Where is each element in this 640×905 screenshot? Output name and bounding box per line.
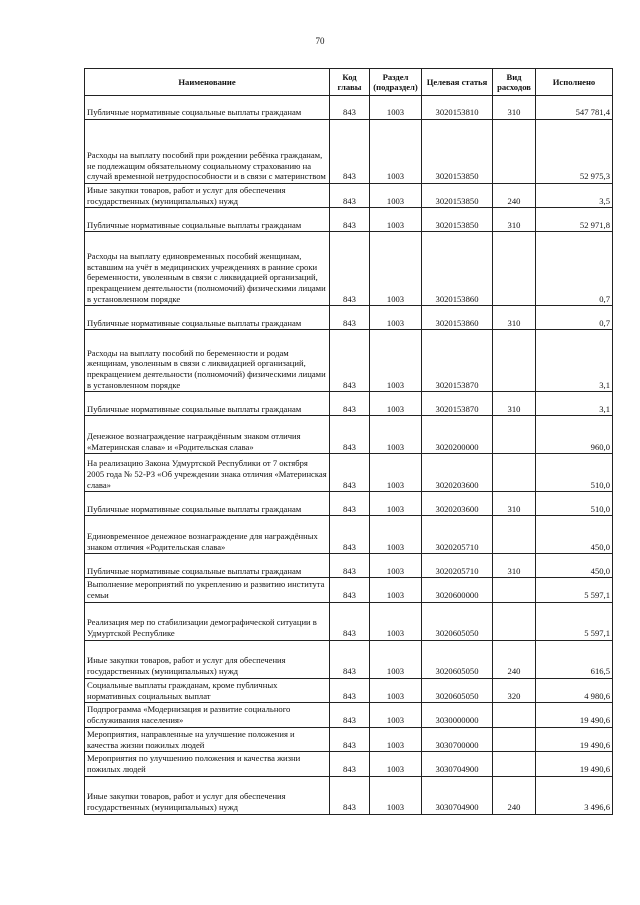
row-target-article: 3020153860 [422,306,493,330]
row-executed-value: 3,1 [536,392,613,416]
row-expense-type [493,727,536,751]
row-executed-value: 450,0 [536,554,613,578]
row-name: Мероприятия, направленные на улучшение положения и качества жизни пожилых людей [85,727,330,751]
row-executed-value: 5 597,1 [536,602,613,640]
row-expense-type: 310 [493,208,536,232]
row-executed-value: 3,5 [536,184,613,208]
row-chapter-code: 843 [330,776,370,814]
row-section: 1003 [370,208,422,232]
row-chapter-code: 843 [330,516,370,554]
table-row [85,752,613,776]
table-row [85,184,613,208]
table-header-row [85,69,613,96]
row-target-article: 3020205710 [422,554,493,578]
row-expense-type [493,516,536,554]
row-name: Расходы на выплату единовременных пособий женщинам, вставшим на учёт в медицинских учреждениях в ранние сроки беременности, уволенным в связи с ликвидацией организаций, прекращением деятельности (полномочий) физическими лицами в установленном порядке [85,232,330,306]
row-target-article: 3020600000 [422,578,493,602]
row-name: Расходы на выплату пособий по беременности и родам женщинам, уволенным в связи с ликвидацией организаций, прекращением деятельности (полномочий) физическими лицами в установленном порядке [85,330,330,392]
row-expense-type: 310 [493,306,536,330]
row-chapter-code: 843 [330,678,370,702]
table-row [85,640,613,678]
header-chapter-code: Код главы [330,69,370,96]
row-section: 1003 [370,96,422,120]
row-executed-value: 19 490,6 [536,752,613,776]
row-section: 1003 [370,678,422,702]
row-executed-value: 52 975,3 [536,120,613,184]
row-name: Публичные нормативные социальные выплаты гражданам [85,554,330,578]
row-chapter-code: 843 [330,330,370,392]
row-target-article: 3020153870 [422,392,493,416]
row-chapter-code: 843 [330,306,370,330]
table-row [85,516,613,554]
row-section: 1003 [370,752,422,776]
row-expense-type [493,330,536,392]
row-executed-value: 5 597,1 [536,578,613,602]
row-name: Публичные нормативные социальные выплаты гражданам [85,306,330,330]
table-row [85,554,613,578]
row-chapter-code: 843 [330,96,370,120]
expenditure-table [84,68,613,815]
row-name: Социальные выплаты гражданам, кроме публичных нормативных социальных выплат [85,678,330,702]
page-number: 70 [315,36,325,46]
row-section: 1003 [370,554,422,578]
row-chapter-code: 843 [330,554,370,578]
table-row [85,454,613,492]
row-name: Иные закупки товаров, работ и услуг для обеспечения государственных (муниципальных) нужд [85,184,330,208]
row-section: 1003 [370,703,422,727]
row-name: Выполнение мероприятий по укреплению и развитию института семьи [85,578,330,602]
table-row [85,602,613,640]
row-target-article: 3020203600 [422,492,493,516]
header-target-article: Целевая статья [422,69,493,96]
row-chapter-code: 843 [330,752,370,776]
row-name: Расходы на выплату пособий при рождении ребёнка гражданам, не подлежащим обязательному социальному страхованию на случай временной нетрудоспособности и в связи с материнством [85,120,330,184]
row-chapter-code: 843 [330,416,370,454]
row-name: Иные закупки товаров, работ и услуг для обеспечения государственных (муниципальных) нужд [85,776,330,814]
row-executed-value: 4 980,6 [536,678,613,702]
row-target-article: 3020605050 [422,640,493,678]
row-section: 1003 [370,120,422,184]
row-executed-value: 960,0 [536,416,613,454]
row-target-article: 3020203600 [422,454,493,492]
header-section: Раздел (подраздел) [370,69,422,96]
row-section: 1003 [370,516,422,554]
table-row [85,120,613,184]
table-row [85,330,613,392]
row-chapter-code: 843 [330,184,370,208]
row-section: 1003 [370,776,422,814]
row-expense-type [493,602,536,640]
row-target-article: 3020153810 [422,96,493,120]
row-section: 1003 [370,727,422,751]
row-chapter-code: 843 [330,703,370,727]
row-section: 1003 [370,602,422,640]
row-name: На реализацию Закона Удмуртской Республики от 7 октября 2005 года № 52-РЗ «Об учреждении знака отличия «Материнская слава» [85,454,330,492]
row-name: Реализация мер по стабилизации демографической ситуации в Удмуртской Республике [85,602,330,640]
table-row [85,492,613,516]
row-name: Единовременное денежное вознаграждение для награждённых знаком отличия «Родительская слава» [85,516,330,554]
row-section: 1003 [370,232,422,306]
row-chapter-code: 843 [330,492,370,516]
row-name: Публичные нормативные социальные выплаты гражданам [85,392,330,416]
row-target-article: 3030704900 [422,776,493,814]
row-name: Денежное вознаграждение награждённым знаком отличия «Материнская слава» и «Родительская слава» [85,416,330,454]
table-row [85,306,613,330]
table-row [85,96,613,120]
row-chapter-code: 843 [330,392,370,416]
row-executed-value: 3 496,6 [536,776,613,814]
table-row [85,703,613,727]
row-expense-type [493,120,536,184]
row-executed-value: 52 971,8 [536,208,613,232]
row-target-article: 3020153850 [422,120,493,184]
row-section: 1003 [370,578,422,602]
row-section: 1003 [370,454,422,492]
header-expense-type: Вид расходов [493,69,536,96]
row-section: 1003 [370,330,422,392]
row-expense-type: 240 [493,184,536,208]
row-chapter-code: 843 [330,578,370,602]
row-target-article: 3020605050 [422,602,493,640]
row-executed-value: 510,0 [536,454,613,492]
header-executed: Исполнено [536,69,613,96]
row-expense-type: 240 [493,776,536,814]
row-executed-value: 0,7 [536,232,613,306]
table-row [85,232,613,306]
row-chapter-code: 843 [330,454,370,492]
row-expense-type: 310 [493,96,536,120]
row-chapter-code: 843 [330,208,370,232]
row-expense-type: 320 [493,678,536,702]
row-target-article: 3020605050 [422,678,493,702]
row-expense-type: 310 [493,492,536,516]
row-section: 1003 [370,184,422,208]
row-target-article: 3020153870 [422,330,493,392]
table-row [85,678,613,702]
table-row [85,727,613,751]
row-executed-value: 19 490,6 [536,727,613,751]
row-name: Публичные нормативные социальные выплаты гражданам [85,492,330,516]
row-target-article: 3020205710 [422,516,493,554]
row-executed-value: 19 490,6 [536,703,613,727]
row-expense-type [493,578,536,602]
table-row [85,208,613,232]
table-row [85,416,613,454]
row-expense-type: 310 [493,554,536,578]
row-executed-value: 3,1 [536,330,613,392]
row-target-article: 3030704900 [422,752,493,776]
row-executed-value: 616,5 [536,640,613,678]
row-executed-value: 0,7 [536,306,613,330]
row-target-article: 3020153850 [422,184,493,208]
row-chapter-code: 843 [330,602,370,640]
row-chapter-code: 843 [330,640,370,678]
header-name: Наименование [85,69,330,96]
row-name: Иные закупки товаров, работ и услуг для обеспечения государственных (муниципальных) нужд [85,640,330,678]
row-section: 1003 [370,492,422,516]
table-row [85,578,613,602]
row-target-article: 3020153860 [422,232,493,306]
row-executed-value: 547 781,4 [536,96,613,120]
table-row [85,776,613,814]
row-name: Мероприятия по улучшению положения и качества жизни пожилых людей [85,752,330,776]
table-body [85,96,613,815]
row-executed-value: 450,0 [536,516,613,554]
row-chapter-code: 843 [330,120,370,184]
row-expense-type [493,416,536,454]
row-target-article: 3030700000 [422,727,493,751]
row-executed-value: 510,0 [536,492,613,516]
row-chapter-code: 843 [330,232,370,306]
row-expense-type [493,232,536,306]
row-expense-type: 240 [493,640,536,678]
row-chapter-code: 843 [330,727,370,751]
row-target-article: 3030000000 [422,703,493,727]
row-expense-type: 310 [493,392,536,416]
row-target-article: 3020153850 [422,208,493,232]
row-expense-type [493,454,536,492]
row-section: 1003 [370,392,422,416]
row-expense-type [493,752,536,776]
row-expense-type [493,703,536,727]
table-row [85,392,613,416]
row-name: Подпрограмма «Модернизация и развитие социального обслуживания населения» [85,703,330,727]
row-target-article: 3020200000 [422,416,493,454]
row-name: Публичные нормативные социальные выплаты гражданам [85,96,330,120]
row-section: 1003 [370,640,422,678]
row-section: 1003 [370,306,422,330]
row-name: Публичные нормативные социальные выплаты гражданам [85,208,330,232]
row-section: 1003 [370,416,422,454]
